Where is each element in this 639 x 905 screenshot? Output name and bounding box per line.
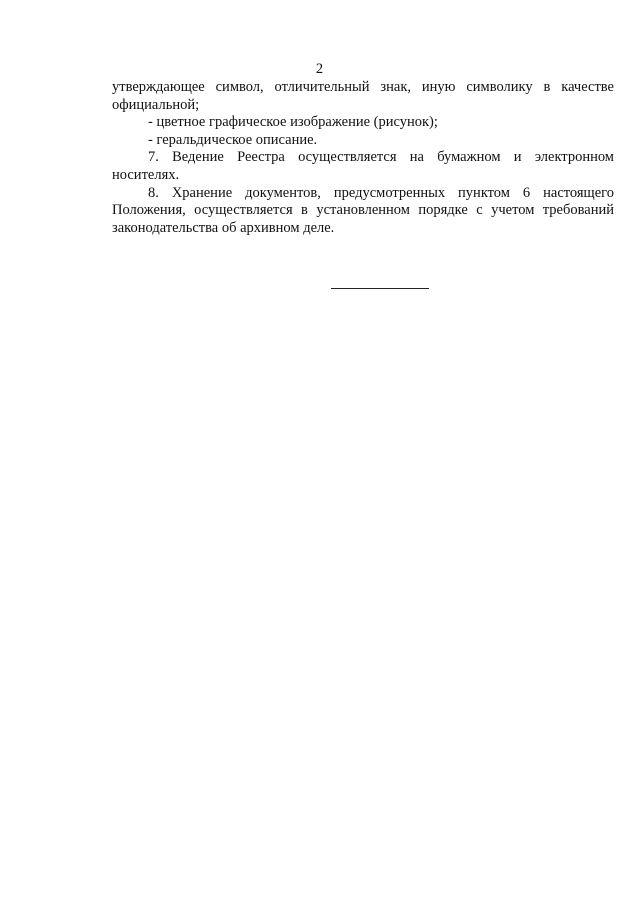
list-item-heraldic-description: - геральдическое описание. [148,131,318,148]
paragraph-continuation: утверждающее символ, отличительный знак, иную символику в качестве официальной; [112,79,614,113]
document-body [112,79,614,237]
list-item-color-image: - цветное графическое изображение (рисунок); [148,114,438,131]
page-number: 2 [315,61,324,77]
paragraph-8-document-storage: 8. Хранение документов, предусмотренных пунктом 6 настоящего Положения, осуществляется в установленном порядке с учетом требований законодательства об архивном деле. [112,184,614,236]
paragraph-7-registry-maintenance: 7. Ведение Реестра осуществляется на бумажном и электронном носителях. [112,149,614,183]
end-divider-line [331,288,429,289]
